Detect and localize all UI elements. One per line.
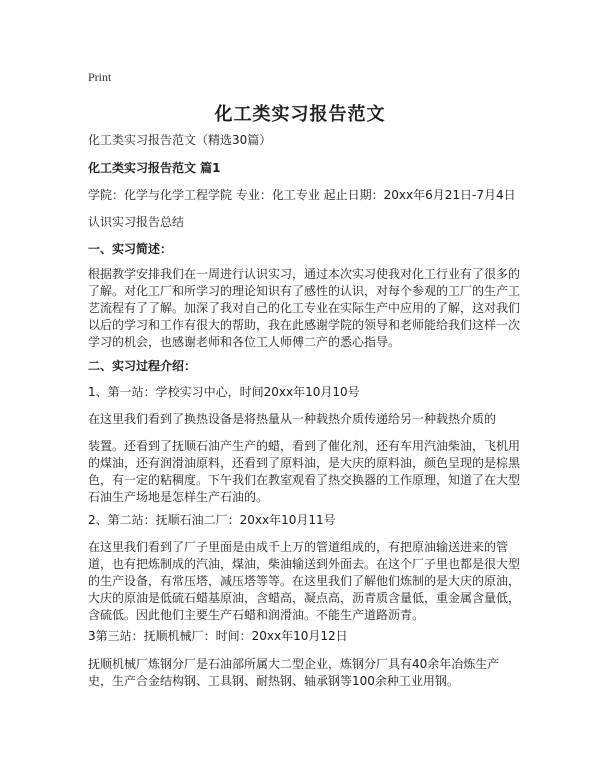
info-line: 学院：化学与化学工程学院 专业：化工专业 起止日期：20xx年6月21日-7月4日 bbox=[88, 188, 516, 202]
paragraph-stop3: 抚顺机械厂炼钢分厂是石油部所属大二型企业，炼钢分厂具有40余年冶炼生产史，生产合金结构钢、工具钢、耐热钢、轴承钢等100余种工业用钢。 bbox=[88, 657, 500, 688]
heading-overview: 一、实习简述： bbox=[88, 242, 173, 256]
section-title: 化工类实习报告范文 篇1 bbox=[88, 161, 221, 175]
subtitle: 化工类实习报告范文（精选30篇） bbox=[88, 133, 272, 147]
paragraph-stop1-detail: 装置。还看到了抚顺石油产生产的蜡，看到了催化剂，还有车用汽油柴油，飞机用的煤油，还有润滑油原料，还看到了原料油，是大庆的原料油，颜色呈现的是棕黑色，有一定的粘稠度。下午我们在教室观看了热交换器的工作原理，知道了在大型石油生产场地是怎样生产石油的。 bbox=[88, 439, 521, 504]
paragraph-stop2: 在这里我们看到了厂子里面是由成千上万的管道组成的，有把原油输送进来的管道，也有把炼制成的汽油，煤油，柴油输送到外面去。在这个厂子里也都是很大型的生产设备，有常压塔，减压塔等等。在这里我们了解他们炼制的是大庆的原油，大庆的原油是低硫石蜡基原油，含蜡高，凝点高，沥青质含量低，重金属含量低，含硫低。因此他们主要生产石蜡和润滑油。不能生产道路沥青。 bbox=[88, 540, 521, 622]
print-label[interactable]: Print bbox=[88, 70, 112, 84]
stop-2: 2、第二站：抚顺石油二厂：20xx年10月11号 bbox=[88, 513, 336, 527]
heading-process: 二、实习过程介绍： bbox=[88, 359, 197, 373]
stop-1: 1、第一站：学校实习中心，时间20xx年10月10号 bbox=[88, 385, 360, 399]
stop-3: 3第三站：抚顺机械厂：时间：20xx年10月12日 bbox=[88, 629, 348, 643]
paragraph-stop1-intro: 在这里我们看到了换热设备是将热量从一种载热介质传递给另一种载热介质的 bbox=[88, 412, 497, 426]
summary-label: 认识实习报告总结 bbox=[88, 215, 185, 229]
paragraph-overview: 根据教学安排我们在一周进行认识实习，通过本次实习使我对化工行业有了很多的了解。对化工厂和所学习的理论知识有了感性的认识，对每个参观的工厂的生产工艺流程有了了解。加深了我对自己的化工专业在实际生产中应用的了解，这对我们以后的学习和工作有很大的帮助，我在此感谢学院的领导和老师能给我们这样一次学习的机会，也感谢老师和各位工人师傅二产的悉心指导。 bbox=[88, 267, 521, 349]
page-title: 化工类实习报告范文 bbox=[214, 104, 386, 125]
